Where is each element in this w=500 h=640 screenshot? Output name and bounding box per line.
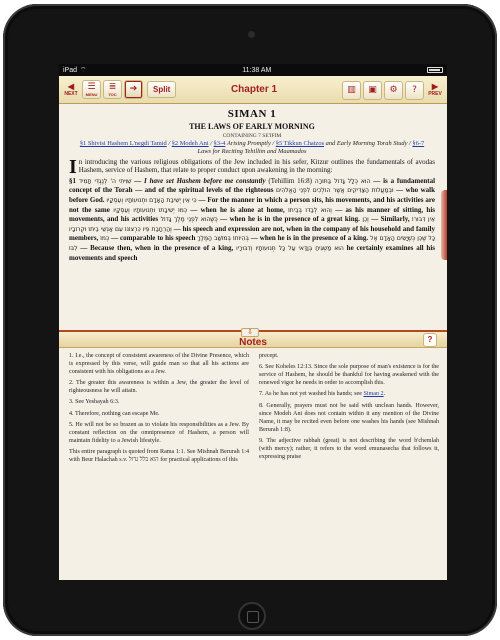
containing-label: CONTAINING 7 SE'IFIM	[222, 133, 282, 139]
left-arrow-icon: ◀	[67, 81, 75, 91]
siman-subtitle: THE LAWS OF EARLY MORNING	[189, 122, 315, 131]
translation-text: — as his manner of sitting, his movements, and his activities	[69, 205, 435, 224]
link-section-2[interactable]: §2 Modeh Ani	[171, 140, 209, 147]
notes-title: Notes	[239, 337, 267, 348]
translation-text: — when he is in the presence of a king.	[248, 234, 371, 243]
hebrew-text: כְּמוֹ	[100, 235, 110, 243]
wifi-icon: ⌔	[80, 66, 87, 74]
drop-cap: I	[69, 155, 77, 178]
note-item: 9. The adjective rabbah (great) is not describing the word b'chemlah (with mercy); rather, it refers to the word emunasecha that follows it, expressing praise	[259, 437, 439, 460]
list-icon: ≣	[108, 81, 117, 92]
note-item: 6. See Koheles 12:13. Since the sole purpose of man's existence is for the service of Hashem, he should be thankful for having awakened with the renewed vigor he needs in order to accomplish this.	[259, 364, 439, 387]
notes-column-left	[69, 352, 249, 580]
next-button[interactable]	[61, 77, 81, 103]
note-text: 7. As he has not yet washed his hands; see	[259, 391, 364, 398]
home-button[interactable]	[238, 602, 266, 630]
translation-text: — comparable to his speech	[109, 234, 198, 243]
note-item: 5. He will not be so brazen as to violate his responsibilities as a Jew. By constant reflection on the omnipresence of Hashem, a person will maintain fidelity to a Jewish lifestyle.	[69, 421, 249, 444]
side-drawer-tab[interactable]	[441, 190, 447, 260]
hebrew-text: וְכֵן	[362, 216, 369, 224]
ipad-frame	[3, 4, 497, 636]
citation-text: (Tehillim 16:8)	[265, 176, 315, 185]
hebrew-text: וּבְמַעֲלוֹת הַצַּדִּיקִים אֲשֶׁר הוֹלְכִים לִפְנֵי הָאֱלֹהִים	[275, 187, 394, 195]
siman-title: SIMAN 1	[227, 108, 277, 120]
help-button[interactable]	[405, 81, 424, 100]
hebrew-text: שִׁוִּיתִי ה' לְנֶגְדִּי תָמִיד	[78, 177, 132, 185]
note-text: .	[383, 391, 386, 398]
translation-text: — who walk before God.	[69, 186, 436, 204]
note-item: precept.	[259, 353, 279, 359]
hebrew-text: הוּא כְּלָל גָּדוֹל בַּתּוֹרָה	[314, 177, 371, 185]
translation-text: — when he is alone at home,	[187, 205, 289, 214]
chapter-title[interactable]: Chapter 1	[230, 84, 278, 95]
hebrew-text: בְּהִיוֹתוֹ בְּמוֹשַׁב הַמֶּלֶךְ	[197, 235, 249, 243]
prev-label: PREV	[428, 91, 442, 97]
translation-text: — I have set Hashem before me constantly	[131, 176, 266, 185]
status-time: 11:38 AM	[242, 66, 272, 74]
translation-toggle-button[interactable]	[124, 80, 143, 99]
note-item: This entire paragraph is quoted from Rama 1:1. See Mishnah Berurah 1:4 with Beur Halachah s.v. הוא כלל גדול for practical applications of this	[69, 448, 249, 463]
translation-text: he certainly examines all his movements and speech	[69, 243, 435, 262]
link-section-5[interactable]: §5 Tikkun Chatzos	[275, 140, 325, 147]
link-sep: and Early Morning Torah Study /	[324, 140, 413, 147]
translation-text: — his speech and expression are not, when in the company of his household and family members,	[69, 224, 436, 243]
settings-button[interactable]	[384, 81, 403, 100]
note-item: 8. Generally, prayers must not be said with unclean hands. However, since Modeh Ani does not contain within it any mention of the Divine Name, it may be recited even before one washes his hands (see Mishnah Berurah 1:8).	[259, 402, 439, 433]
gear-icon: ⚙	[389, 84, 398, 95]
right-arrow-icon: ▶	[431, 82, 439, 91]
menu-label: MENU	[85, 91, 98, 97]
link-sep: /	[166, 140, 172, 147]
app-screen	[59, 64, 447, 580]
camera-dot	[248, 31, 255, 38]
split-button[interactable]: Split	[147, 81, 176, 98]
notes-column-right	[259, 352, 439, 580]
intro-paragraph	[69, 155, 435, 178]
hebrew-text: וְהוּא לְבַדּוֹ בְּבֵיתוֹ	[288, 206, 332, 214]
next-label: NEXT	[64, 90, 78, 97]
hebrew-text: הוּא מַשְׁגִּיחַ בְּוַדַּאי עַל כָּל תְּנוּעוֹתָיו וְדִבּוּרָיו	[236, 244, 344, 252]
translation-text: — when he is in the presence of a great king.	[217, 215, 363, 224]
translation-text: — and of the spiritual levels of the righteous	[132, 186, 276, 195]
bookshelf-button[interactable]	[342, 81, 361, 100]
notes-help-button[interactable]: ?	[423, 333, 437, 347]
battery-icon	[427, 67, 443, 73]
menu-button[interactable]	[82, 80, 101, 99]
hebrew-text: אֵין דִּבּוּרוֹ וְהַרְחָבַת פִּיו כִּרְצוֹנוֹ עִם אַנְשֵׁי בֵיתוֹ וּקְרוֹבָיו	[69, 216, 436, 233]
section-1-paragraph	[69, 177, 435, 262]
prev-button[interactable]	[425, 77, 445, 103]
siman-2-link[interactable]: Siman 2	[363, 391, 384, 398]
split-drag-handle[interactable]: ⇩	[241, 328, 259, 337]
books-icon: ▥	[347, 84, 356, 95]
translation-text: — For the manner in which a person sits, his movements, and his activities are not the same	[69, 195, 436, 214]
note-item: 3. See Yeshayah 6:3.	[69, 399, 120, 406]
link-section-6-7[interactable]: §6-7	[412, 140, 425, 147]
translation-text: — Because then, when in the presence of a king,	[77, 243, 237, 252]
hebrew-text: כִּי אֵין יְשִׁיבַת הָאָדָם וּתְנוּעוֹתָיו וְעֵסְקָיו	[106, 196, 197, 204]
notes-pane[interactable]	[59, 348, 447, 580]
arrow-right-icon: ➔	[129, 84, 138, 94]
translation-text: — is a fundamental concept of the Torah	[69, 176, 436, 195]
section-marker: §1	[69, 176, 79, 185]
note-item: 2. The greater this awareness is within a Jew, the greater the level of righteousness he will attain.	[69, 380, 249, 395]
toolbar	[59, 76, 447, 104]
note-item	[259, 390, 439, 398]
menu-icon: ☰	[87, 81, 96, 92]
help-icon: ?	[412, 84, 417, 95]
briefcase-icon: ▣	[368, 84, 377, 95]
note-item: 1. I.e., the concept of consistent awareness of the Divine Presence, which is expressed by this verse, will guide man so that all his actions are consistent with his obligations as a Jew.	[69, 353, 249, 375]
link-section-3-4[interactable]: §3-4	[213, 140, 226, 147]
toc-label: TOC	[108, 91, 117, 97]
hebrew-text: כָּל שֶׁכֵּן כְּשֶׁיָּשִׂים הָאָדָם אֶל לִבּוֹ	[69, 235, 436, 252]
link-sep: Laws for Reciting Tehillim and Maamados	[197, 148, 307, 156]
briefcase-button[interactable]	[363, 81, 382, 100]
link-sep: Arising Promptly /	[225, 140, 276, 147]
intro-text: n introducing the various religious obligations of the Jew included in his sefer, Kitzur outlines the fundamentals of avodas Hashem, service of Hashem, that relate to proper conduct upon awakening in the morning:	[78, 157, 435, 175]
carrier-label: iPad	[63, 66, 78, 74]
status-bar	[59, 64, 447, 76]
toc-button[interactable]	[103, 80, 122, 99]
link-section-1[interactable]: §1 Shivisi Hashem L'negdi Tamid	[79, 140, 167, 147]
reader-pane[interactable]	[59, 104, 447, 330]
section-links	[69, 140, 435, 157]
note-item: 4. Therefore, nothing can escape Me.	[69, 410, 160, 417]
link-sep: /	[208, 140, 214, 147]
hebrew-text: כְּשֶׁהוּא לִפְנֵי מֶלֶךְ גָּדוֹל	[160, 216, 218, 224]
translation-text: — Similarly,	[368, 215, 413, 224]
hebrew-text: כְּמוֹ יְשִׁיבָתוֹ וּתְנוּעוֹתָיו וְעֵסְקָיו	[113, 206, 188, 214]
